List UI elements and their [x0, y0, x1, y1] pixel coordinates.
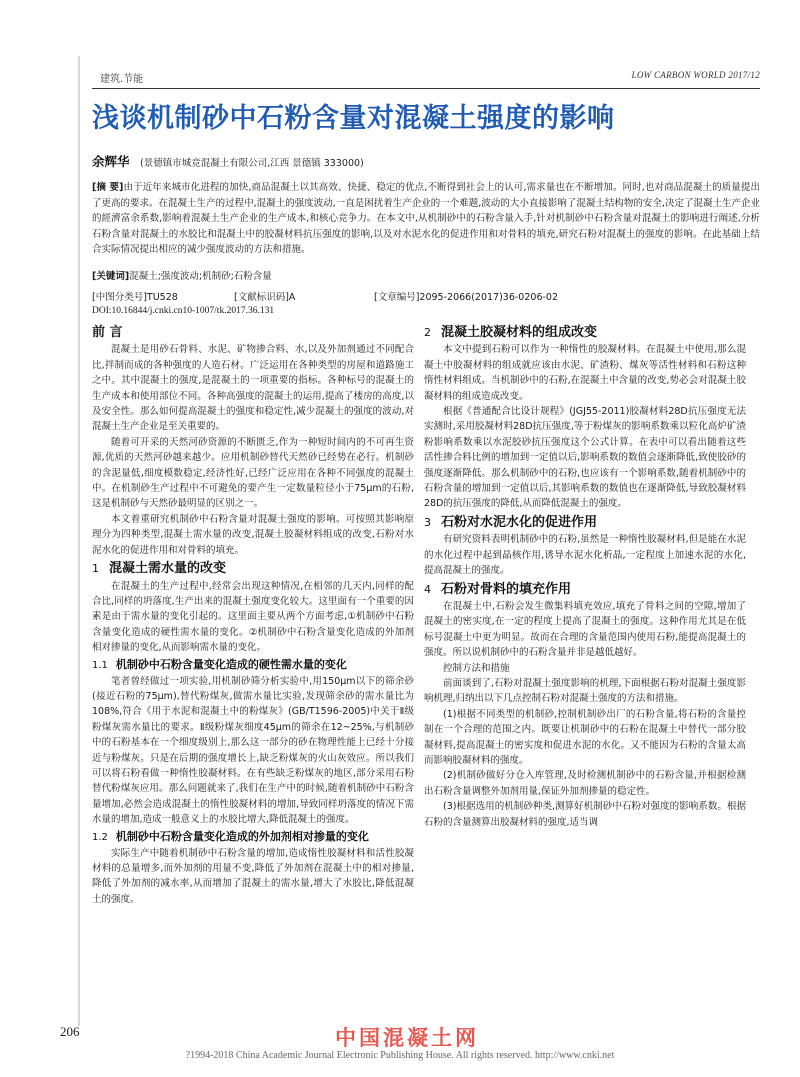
section-label: 建筑.节能	[100, 74, 144, 85]
keywords	[92, 268, 760, 282]
paragraph: 前面谈到了,石粉对混凝土强度影响的机理,下面根据石粉对混凝土强度影响机理,归纳出以下几点控制石粉对混凝土强度的方法和措施。	[424, 677, 746, 705]
section-title: 石粉对水泥水化的促进作用	[441, 514, 598, 530]
heading-section-1	[92, 561, 414, 576]
paragraph: 在混凝土中,石粉会发生微集料填充效应,填充了骨料之间的空隙,增加了混凝土的密实度,在一定的程度上提高了混凝土的强度。这种作用尤其是在低标号混凝土中更为明显。故而在合理的含量范围内使用石粉,能提高混凝土的强度。所以说机制砂中的石粉含量并非是越低越好。	[424, 600, 746, 659]
heading-section-4	[424, 582, 746, 597]
section-number: 2	[424, 326, 431, 339]
clc-label: [中图分类号]	[92, 292, 147, 303]
paragraph: 有研究资料表明机制砂中的石粉,虽然是一种惰性胶凝材料,但是能在水泥的水化过程中起到晶核作用,诱导水泥水化析晶,一定程度上加速水泥的水化,提高混凝土的强度。	[424, 534, 746, 577]
section-number: 1.2	[92, 831, 108, 843]
watermark-logo: 中国混凝土网	[335, 1026, 479, 1050]
article-no-value: 2095-2066(2017)36-0206-02	[419, 292, 559, 303]
doc-code	[234, 289, 295, 303]
section-number: 3	[424, 515, 431, 529]
abstract	[92, 180, 760, 258]
paragraph: 实际生产中随着机制砂中石粉含量的增加,造成惰性胶凝材料和活性胶凝材料的总量增多,而外加剂的用量不变,降低了外加剂在混凝土中的相对掺量,降低了外加剂的减水率,从而增加了混凝土的需水量,增大了水胶比,降低混凝土的强度。	[92, 847, 414, 905]
article-no-label: [文章编号]	[374, 292, 420, 303]
keywords-label: [关键词]	[92, 271, 130, 282]
clc	[92, 289, 178, 303]
doi: DOI:10.16844/j.cnki.cn10-1007/tk.2017.36.131	[92, 306, 275, 316]
keywords-text: 混凝土;强度波动;机制砂;石粉含量	[129, 271, 272, 282]
section-title: 混凝土胶凝材料的组成改变	[441, 325, 598, 340]
section-title: 机制砂中石粉含量变化造成的外加剂相对掺量的变化	[115, 829, 369, 843]
section-title: 石粉对骨料的填充作用	[441, 581, 572, 597]
list-item: (2)机制砂做好分仓入库管理,及时检测机制砂中的石粉含量,并根据检测出石粉含量调整外加剂用量,保证外加剂掺量的稳定性。	[424, 770, 746, 797]
paragraph: 本文中提到石粉可以作为一种惰性的胶凝材料。在混凝土中使用,那么混凝土中胶凝材料的组成就应该由水泥、矿渣粉、煤灰等活性材料和石粉这种惰性材料组成。当机制砂中的石粉,在混凝土中含量的改变,势必会对混凝土胶凝材料的组成造成改变。	[424, 344, 746, 402]
abstract-text: 由于近年来城市化进程的加快,商品混凝土以其高效、快捷、稳定的优点,不断得到社会上的认可,需求量也在不断增加。同时,也对商品混凝土的质量提出了更高的要求。在混凝土生产的过程中,混凝土的强度波动,一直是困扰着生产企业的一个难题,波动的大小直接影响了混凝土结构物的安全,决定了混凝土生产企业的經濟富余系数,影响着混凝土生产企业的生产成本,和核心竞争力。在本文中,从机制砂中的石粉含量入手,针对机制砂中石粉含量对混凝土的影响进行阐述,分析石粉含量对混凝土的水胶比和混凝土中的胶凝材料抗压强度的影响,以及对水泥水化的促进作用和对骨料的填充,研究石粉对混凝土的强度的影响。在此基础上结合实际情况提出相应的减少强度波动的方法和措施。	[92, 182, 760, 255]
paragraph: 根据《普通配合比设计规程》(JGJ55-2011)胶凝材料28D抗压强度无法实测时,采用胶凝材料28D抗压强度,等于粉煤灰的影响系数乘以粒化高炉矿渣粉影响系数乘以水泥胶砂抗压强度这个公式计算。在表中可以看出随着这些活性掺合料比例的增加到一定值以后,影响系数的数值会逐渐降低,致使胶砂的强度逐渐降低。那么机制砂中的石粉,也应该有一个影响系数,随着机制砂中的石粉含量的增加到一定值以后,其影响系数的数值也在逐渐降低,导致胶凝材料28D的抗压强度的降低,从而降低混凝土的强度。	[424, 406, 746, 510]
author-affiliation: (景德镇市城竞混凝土有限公司,江西 景德镇 333000)	[140, 158, 364, 169]
methods-title: 控制方法和措施	[443, 662, 510, 674]
list-item: (3)根据选用的机制砂种类,测算好机制砂中石粉对强度的影响系数。根据石粉的含量测算出胶凝材料的强度,适当调	[424, 801, 746, 828]
heading-section-1-2	[92, 830, 414, 845]
column-left	[92, 322, 414, 907]
section-number: 1.1	[92, 659, 108, 671]
heading-section-2	[424, 325, 746, 340]
section-title: 混凝土需水量的改变	[109, 561, 227, 577]
section-number: 1	[92, 562, 99, 576]
heading-section-3	[424, 515, 746, 530]
heading-preface: 前 言	[92, 325, 123, 340]
article-number	[374, 289, 558, 303]
author-name: 余辉华	[92, 154, 130, 169]
heading-section-1-1	[92, 658, 414, 673]
journal-header: LOW CARBON WORLD 2017/12	[631, 70, 760, 80]
list-item: (1)根据不同类型的机制砂,控制机制砂出厂的石粉含量,将石粉的含量控制在一个合理的范围之内。既要让机制砂中的石粉在混凝土中替代一部分胶凝材料,提高混凝土的密实度和促进水泥的水化。又不能因为石粉的含量太高而影响胶凝材料的强度。	[424, 708, 746, 766]
section-number: 4	[424, 582, 431, 596]
left-margin-rule	[78, 56, 80, 1026]
paragraph: 在混凝土的生产过程中,经常会出现这种情况,在相邻的几天内,同样的配合比,同样的坍落度,生产出来的混凝土强度变化较大。这里面有一个重要的因素是由于需水量的变化引起的。这里面主要从两个方面考虑,①机制砂中石粉含量变化造成的硬性需水量的变化。②机制砂中石粉含量变化造成的外加剂相对掺量的变化,从而影响需水量的变化。	[92, 580, 414, 654]
doc-code-label: [文献标识码]	[234, 292, 289, 303]
copyright-footer: ?1994-2018 China Academic Journal Electronic Publishing House. All rights reserved. http://www.cnki.net	[185, 1050, 615, 1061]
paragraph: 混凝土是用砂石骨料、水泥、矿物掺合料、水,以及外加剂通过不同配合比,拌制而成的各种强度的人造石材。广泛运用在各种类型的房屋和道路施工之中。其中混凝土的强度,是混凝土的一项重要的指标。各种标号的混凝土的生产成本和使用部位不同。各种高强度的混凝土的运用,提高了楼房的高度,以及安全性。那么如何提高混凝土的强度和稳定性,减少混凝土的强度的波动,对混凝土生产企业是至关重要的。	[92, 344, 414, 433]
article-title: 浅谈机制砂中石粉含量对混凝土强度的影响	[92, 103, 615, 134]
header-rule	[92, 88, 760, 89]
column-right	[424, 322, 746, 830]
section-title: 机制砂中石粉含量变化造成的硬性需水量的变化	[115, 657, 347, 671]
article-meta	[92, 289, 760, 303]
doc-code-value: A	[288, 292, 296, 303]
paragraph: 笔者曾经做过一项实验,用机制砂筛分析实验中,用150μm以下的筛余砂(接近石粉的75μm),替代粉煤灰,做需水量比实验,发现筛余砂的需水量比为108%,符合《用于水泥和混凝土中的粉煤灰》(GB/T1596-2005)中关于Ⅱ级粉煤灰需水量比的要求。Ⅱ级粉煤灰细度45μm的筛余在12~25%,与机制砂中的石粉基本在一个细度级别上,那么这一部分的砂在物理性能上已经十分接近与粉煤灰。只是在后期的强度增长上,缺乏粉煤灰的火山灰效应。所以我们可以将石粉看做一种惰性胶凝材料。在有些缺乏粉煤灰的地区,部分采用石粉替代粉煤灰应用。那么问题就来了,我们在生产中的时候,随着机制砂中石粉含量增加,必然会造成混凝土的惰性胶凝材料的增加,导致同样坍落度的情况下需水量的增加,造成一般意义上的水胶比增大,降低混凝土的强度。	[92, 675, 414, 826]
abstract-label: [摘 要]	[92, 182, 124, 193]
page-number: 206	[60, 1024, 80, 1039]
paragraph: 本文着重研究机制砂中石粉含量对混凝土强度的影响。可按照其影响原理分为四种类型,混凝土需水量的改变,混凝土胶凝材料组成的改变,石粉对水泥水化的促进作用和对骨料的填充。	[92, 513, 414, 556]
paragraph: 随着可开采的天然河砂资源的不断匮乏,作为一种短时间内的不可再生资源,优质的天然河砂越来越少。应用机制砂替代天然砂已经势在必行。机制砂的含泥量低,细度模数稳定,经济性好,已经广泛应用在各种不同强度的混凝土中。在机制砂生产过程中不可避免的要产生一定数量粒径小于75μm的石粉,这是机制砂与天然砂最明显的区别之一。	[92, 436, 414, 510]
clc-value: TU528	[146, 292, 178, 303]
